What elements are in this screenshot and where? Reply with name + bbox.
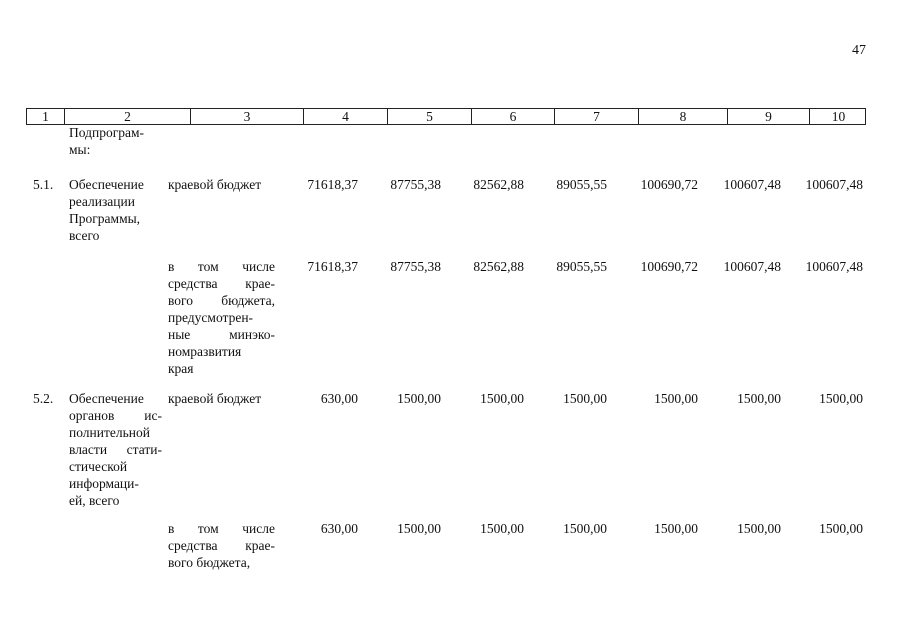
value-cell: 1500,00 xyxy=(654,391,698,406)
funding-source-line: края xyxy=(168,361,194,376)
value-cell: 1500,00 xyxy=(397,521,441,536)
column-header: 7 xyxy=(555,109,639,124)
column-header: 9 xyxy=(728,109,810,124)
column-header: 4 xyxy=(304,109,388,124)
value-cell: 71618,37 xyxy=(307,259,358,274)
value-cell: 100607,48 xyxy=(723,259,781,274)
value-cell: 89055,55 xyxy=(556,177,607,192)
funding-source-line: предусмотрен- xyxy=(168,310,254,325)
funding-source-line: в том числе xyxy=(168,521,275,536)
table-header-row xyxy=(26,108,866,125)
value-cell: 1500,00 xyxy=(654,521,698,536)
funding-source-line: ные минэко- xyxy=(168,327,275,342)
value-cell: 1500,00 xyxy=(737,391,781,406)
value-cell: 82562,88 xyxy=(473,177,524,192)
measure-name-line: Обеспечение xyxy=(69,391,144,406)
measure-name-line: Обеспечение xyxy=(69,177,144,192)
value-cell: 630,00 xyxy=(320,521,358,536)
measure-name-line: реализации xyxy=(69,194,135,209)
funding-source-line: краевой бюджет xyxy=(168,391,262,406)
measure-name-line: Подпрограм- xyxy=(69,125,145,140)
measure-name xyxy=(69,124,162,158)
value-cell: 1500,00 xyxy=(480,521,524,536)
column-header: 8 xyxy=(639,109,728,124)
measure-name-line: полнительной xyxy=(69,425,150,440)
funding-source-line: краевой бюджет xyxy=(168,177,262,192)
measure-name xyxy=(69,176,162,244)
funding-source-line: средства крае- xyxy=(168,276,275,291)
column-header: 5 xyxy=(388,109,472,124)
value-cell: 100690,72 xyxy=(640,177,698,192)
funding-source xyxy=(168,390,275,407)
value-cell: 1500,00 xyxy=(563,521,607,536)
value-cell: 89055,55 xyxy=(556,259,607,274)
measure-name-line: информаци- xyxy=(69,476,139,491)
funding-source xyxy=(168,176,275,193)
measure-name-line: стической xyxy=(69,459,128,474)
row-number: 5.1. xyxy=(33,177,54,192)
funding-source-line: вого бюджета, xyxy=(168,293,275,308)
column-header: 10 xyxy=(831,109,846,124)
funding-source-line: вого бюджета, xyxy=(168,555,251,570)
value-cell: 1500,00 xyxy=(819,521,863,536)
column-header: 6 xyxy=(472,109,555,124)
value-cell: 87755,38 xyxy=(390,259,441,274)
measure-name xyxy=(69,390,162,509)
measure-name-line: власти стати- xyxy=(69,442,162,457)
measure-name-line: органов ис- xyxy=(69,408,162,423)
value-cell: 1500,00 xyxy=(563,391,607,406)
measure-name-line: Программы, xyxy=(69,211,141,226)
column-header: 3 xyxy=(191,109,304,124)
value-cell: 630,00 xyxy=(320,391,358,406)
funding-source xyxy=(168,520,275,571)
page-number: 47 xyxy=(852,43,866,58)
value-cell: 100690,72 xyxy=(640,259,698,274)
value-cell: 71618,37 xyxy=(307,177,358,192)
value-cell: 100607,48 xyxy=(805,259,863,274)
funding-source-line: номразвития xyxy=(168,344,242,359)
measure-name-line: ей, всего xyxy=(69,493,120,508)
row-number: 5.2. xyxy=(33,391,54,406)
value-cell: 100607,48 xyxy=(805,177,863,192)
value-cell: 1500,00 xyxy=(819,391,863,406)
funding-source-line: в том числе xyxy=(168,259,275,274)
column-header: 2 xyxy=(65,109,191,124)
funding-source-line: средства крае- xyxy=(168,538,275,553)
measure-name-line: всего xyxy=(69,228,100,243)
value-cell: 1500,00 xyxy=(397,391,441,406)
value-cell: 82562,88 xyxy=(473,259,524,274)
value-cell: 1500,00 xyxy=(480,391,524,406)
value-cell: 100607,48 xyxy=(723,177,781,192)
value-cell: 87755,38 xyxy=(390,177,441,192)
column-header: 1 xyxy=(27,109,65,124)
measure-name-line: мы: xyxy=(69,142,91,157)
funding-source xyxy=(168,258,275,377)
value-cell: 1500,00 xyxy=(737,521,781,536)
